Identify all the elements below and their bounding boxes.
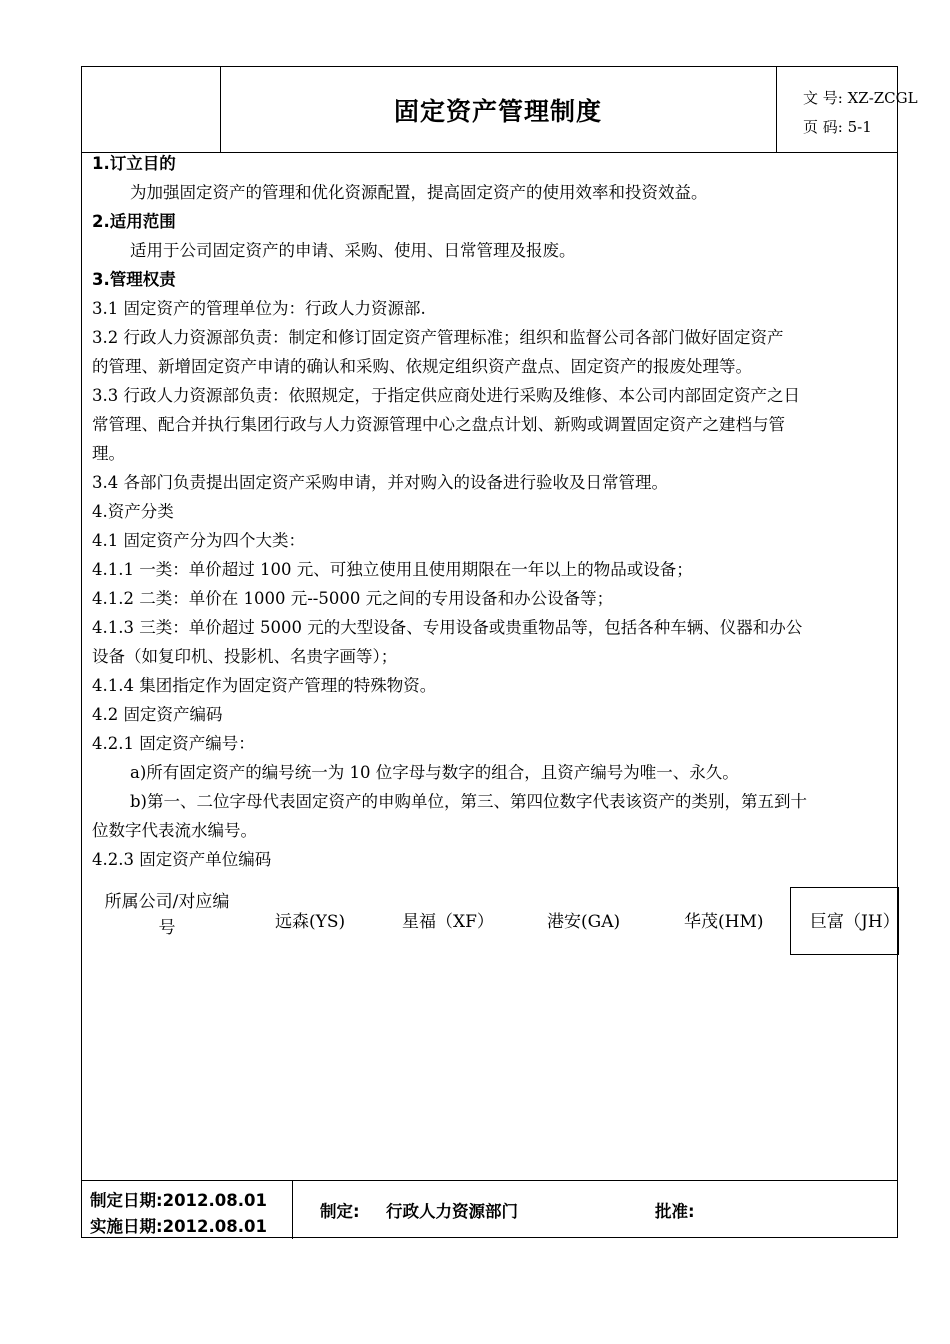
paragraph-line: 为加强固定资产的管理和优化资源配置，提高固定资产的使用效率和投资效益。 <box>130 183 708 202</box>
section-heading: 1.订立目的 <box>92 154 176 173</box>
paragraph-line: 4.1.2 二类：单价在 1000 元--5000 元之间的专用设备和办公设备等； <box>92 589 614 608</box>
paragraph-line: b)第一、二位字母代表固定资产的申购单位，第三、第四位数字代表该资产的类别，第五到十 <box>130 792 807 811</box>
paragraph-line: 设备（如复印机、投影机、名贵字画等）； <box>92 647 398 666</box>
paragraph-line: 常管理、配合并执行集团行政与人力资源管理中心之盘点计划、新购或调置固定资产之建档与管 <box>92 415 785 434</box>
paragraph-line: 4.2.1 固定资产编号： <box>92 734 255 753</box>
made-date: 制定日期:2012.08.01 <box>90 1191 267 1210</box>
paragraph-line: 3.2 行政人力资源部负责：制定和修订固定资产管理标准；组织和监督公司各部门做好固定资产 <box>92 328 784 347</box>
paragraph-line: 3.3 行政人力资源部负责：依照规定，于指定供应商处进行采购及维修、本公司内部固定资产之日 <box>92 386 800 405</box>
made-by-value: 行政人力资源部门 <box>386 1202 518 1221</box>
paragraph-line: 4.1.3 三类：单价超过 5000 元的大型设备、专用设备或贵重物品等，包括各种车辆、仪器和办公 <box>92 618 803 637</box>
paragraph-line: 的管理、新增固定资产申请的确认和采购、依规定组织资产盘点、固定资产的报废处理等。 <box>92 357 752 376</box>
unit-label-line: 号 <box>158 918 176 938</box>
paragraph-line: a)所有固定资产的编号统一为 10 位字母与数字的组合，且资产编号为唯一、永久。 <box>130 763 739 782</box>
page-number: 页 码: 5-1 <box>803 118 872 136</box>
paragraph-line: 3.1 固定资产的管理单位为：行政人力资源部. <box>92 299 426 318</box>
header-row <box>82 67 918 153</box>
paragraph-line: 4.1 固定资产分为四个大类： <box>92 531 305 550</box>
section-heading: 4.资产分类 <box>92 502 174 521</box>
unit-label-line: 所属公司/对应编 <box>104 892 230 912</box>
unit-cell-ys: 远森(YS) <box>275 912 346 932</box>
document-frame <box>81 66 918 1238</box>
paragraph-line: 适用于公司固定资产的申请、采购、使用、日常管理及报废。 <box>130 241 576 260</box>
footer-row <box>82 1180 897 1239</box>
section-heading: 2.适用范围 <box>92 212 176 231</box>
paragraph-line: 3.4 各部门负责提出固定资产采购申请，并对购入的设备进行验收及日常管理。 <box>92 473 668 492</box>
made-by-label: 制定: <box>320 1202 360 1221</box>
header-logo-cell <box>82 67 221 152</box>
paragraph-line: 4.1.1 一类：单价超过 100 元、可独立使用且使用期限在一年以上的物品或设备； <box>92 560 693 579</box>
header-meta-cell <box>776 67 918 152</box>
paragraph-line: 位数字代表流水编号。 <box>92 821 257 840</box>
unit-cell-ga: 港安(GA) <box>547 912 621 932</box>
section-heading: 3.管理权责 <box>92 270 176 289</box>
paragraph-line: 理。 <box>92 444 125 463</box>
footer-date-cell <box>82 1181 293 1239</box>
doc-number: 文 号: XZ-ZCGL <box>803 89 918 107</box>
unit-cell-jh: 巨富（JH） <box>810 912 900 932</box>
paragraph-line: 4.1.4 集团指定作为固定资产管理的特殊物资。 <box>92 676 437 695</box>
unit-cell-xf: 星福（XF） <box>402 912 494 932</box>
paragraph-line: 4.2 固定资产编码 <box>92 705 223 724</box>
effective-date: 实施日期:2012.08.01 <box>90 1217 267 1236</box>
approve-label: 批准: <box>655 1202 695 1221</box>
unit-cell-hm: 华茂(HM) <box>684 912 764 932</box>
paragraph-line: 4.2.3 固定资产单位编码 <box>92 850 272 869</box>
unit-table-label <box>92 889 242 941</box>
document-title: 固定资产管理制度 <box>220 67 777 152</box>
